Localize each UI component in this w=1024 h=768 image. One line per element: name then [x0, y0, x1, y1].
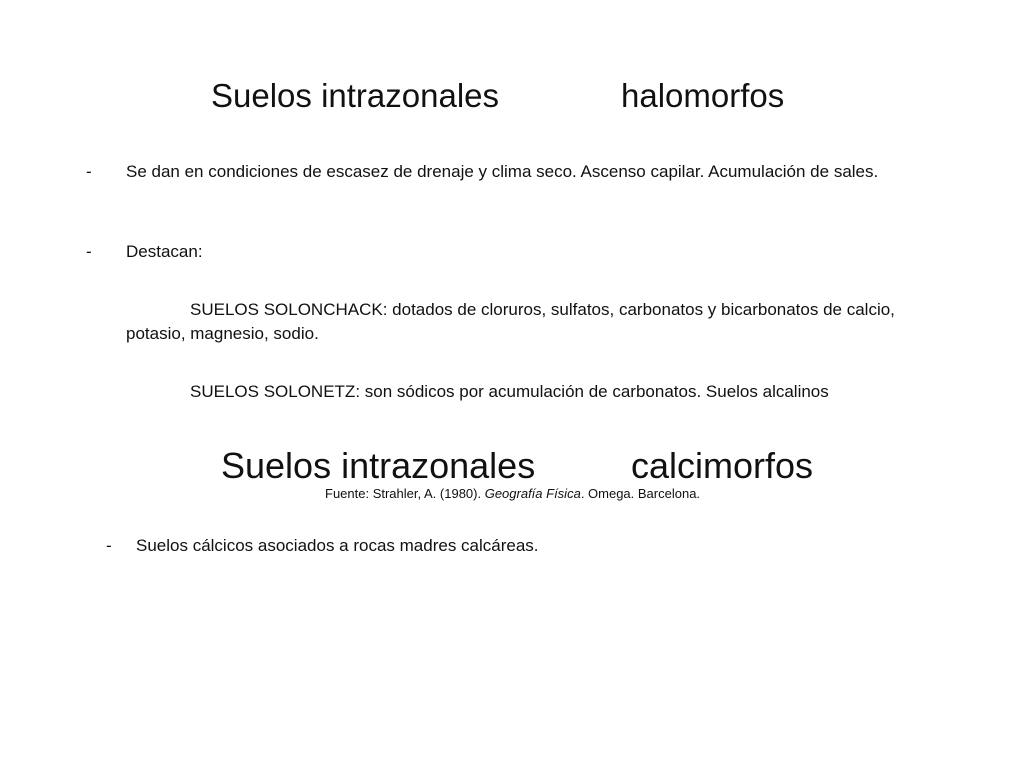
paragraph-solonchack: SUELOS SOLONCHACK: dotados de cloruros, sulfatos, carbonatos y bicarbonatos de calcio, potasio, magnesio, sodio.	[126, 300, 895, 343]
bullet-text-drainage: Se dan en condiciones de escasez de drenaje y clima seco. Ascenso capilar. Acumulación de sales.	[126, 162, 879, 181]
bullet-dash: -	[86, 242, 92, 261]
source-prefix: Fuente: Strahler, A. (1980).	[325, 486, 485, 501]
section1-title: Suelos intrazonales	[211, 77, 500, 114]
paragraph-solonetz: SUELOS SOLONETZ: son sódicos por acumulación de carbonatos. Suelos alcalinos	[190, 382, 829, 401]
bullet-dash: -	[106, 536, 112, 555]
bullet-dash: -	[86, 162, 92, 181]
source-citation	[325, 486, 700, 502]
bullet-text-calcicos: Suelos cálcicos asociados a rocas madres calcáreas.	[136, 536, 539, 555]
section1-title-emphasis: halomorfos	[621, 77, 785, 114]
section2-title: Suelos intrazonales	[221, 445, 536, 486]
source-suffix: . Omega. Barcelona.	[580, 486, 701, 501]
bullet-text-destacan: Destacan:	[126, 242, 203, 261]
section2-title-emphasis: calcimorfos	[631, 445, 814, 486]
source-book-title: Geografía Física	[484, 486, 581, 501]
